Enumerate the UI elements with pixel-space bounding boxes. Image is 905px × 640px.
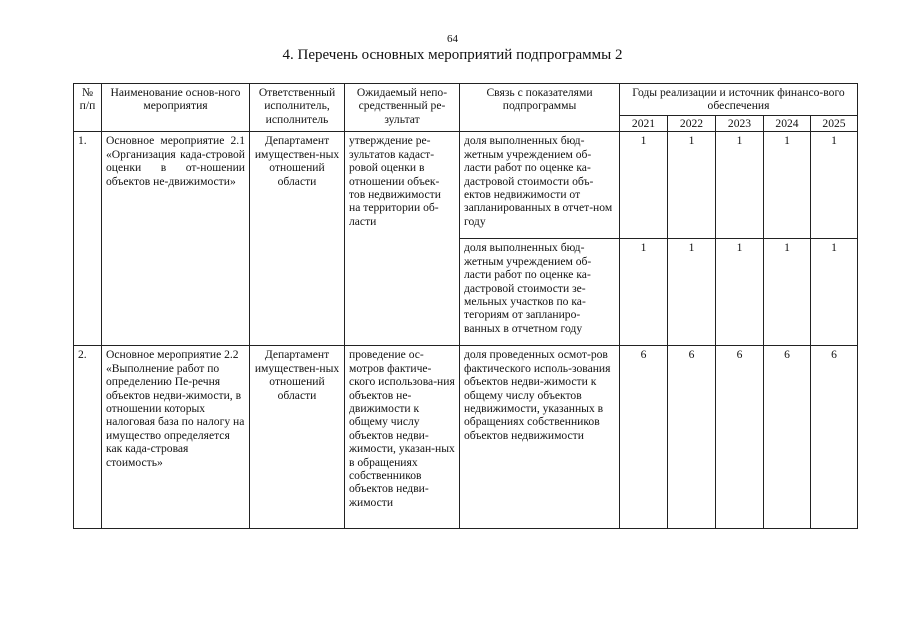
activities-table <box>73 83 858 529</box>
page-number: 64 <box>447 33 458 45</box>
header-year-2024: 2024 <box>764 116 811 132</box>
row-value-2025: 1 <box>811 239 858 346</box>
table-row <box>74 132 858 239</box>
header-result: Ожидаемый непо-средственный ре-зультат <box>345 84 460 132</box>
header-indicators: Связь с показателями подпрограммы <box>460 84 620 132</box>
row-value-2024: 1 <box>764 132 811 239</box>
row-responsible: Департамент имуществен-ных отношений области <box>250 346 345 529</box>
row-value-2025: 6 <box>811 346 858 529</box>
header-year-2021: 2021 <box>620 116 668 132</box>
table-row <box>74 346 858 529</box>
header-row <box>74 84 858 116</box>
header-name: Наименование основ-ного мероприятия <box>102 84 250 132</box>
row-value-2023: 6 <box>716 346 764 529</box>
row-value-2021: 1 <box>620 132 668 239</box>
row-value-2022: 1 <box>668 132 716 239</box>
row-value-2021: 6 <box>620 346 668 529</box>
row-activity-name: Основное мероприятие 2.2 «Выполнение работ по определению Пе-речня объектов недви-жимости, в отношении которых налоговая база по налогу на имущество определяется как када-стровая стоимость» <box>102 346 250 529</box>
header-num: № п/п <box>74 84 102 132</box>
row-expected-result: проведение ос-мотров фактиче-ского использова-ния объектов не-движимости к общему числу объектов недви-жимости, указан-ных в обращениях собственников объектов недви-жимости <box>345 346 460 529</box>
row-value-2022: 6 <box>668 346 716 529</box>
row-num: 1. <box>74 132 102 346</box>
row-indicator: доля выполненных бюд-жетным учреждением об-ласти работ по оценке ка-дастровой стоимости объ-ектов недвижимости от запланированных в отчет-ном году <box>460 132 620 239</box>
row-value-2021: 1 <box>620 239 668 346</box>
row-indicator: доля проведенных осмот-ров фактического исполь-зования объектов недви-жимости к общему числу объектов недвижимости, указанных в обращениях собственников объектов недвижимости <box>460 346 620 529</box>
row-responsible: Департамент имуществен-ных отношений области <box>250 132 345 346</box>
row-expected-result: утверждение ре-зультатов кадаст-ровой оценки в отношении объек-тов недвижимости на территории об-ласти <box>345 132 460 346</box>
row-value-2024: 1 <box>764 239 811 346</box>
row-indicator: доля выполненных бюд-жетным учреждением об-ласти работ по оценке ка-дастровой стоимости зе-мельных участков по ка-тегориям от запланиро-ванных в отчетном году <box>460 239 620 346</box>
header-years-group: Годы реализации и источник финансо-вого обеспечения <box>620 84 858 116</box>
row-value-2024: 6 <box>764 346 811 529</box>
document-title: 4. Перечень основных мероприятий подпрограммы 2 <box>282 47 623 63</box>
header-year-2023: 2023 <box>716 116 764 132</box>
row-value-2023: 1 <box>716 239 764 346</box>
row-value-2023: 1 <box>716 132 764 239</box>
row-num: 2. <box>74 346 102 529</box>
header-year-2025: 2025 <box>811 116 858 132</box>
header-responsible: Ответственный исполнитель, исполнитель <box>250 84 345 132</box>
header-year-2022: 2022 <box>668 116 716 132</box>
row-activity-name: Основное мероприятие 2.1 «Организация када-стровой оценки в от-ношении объектов не-движимости» <box>102 132 250 346</box>
row-value-2022: 1 <box>668 239 716 346</box>
row-value-2025: 1 <box>811 132 858 239</box>
